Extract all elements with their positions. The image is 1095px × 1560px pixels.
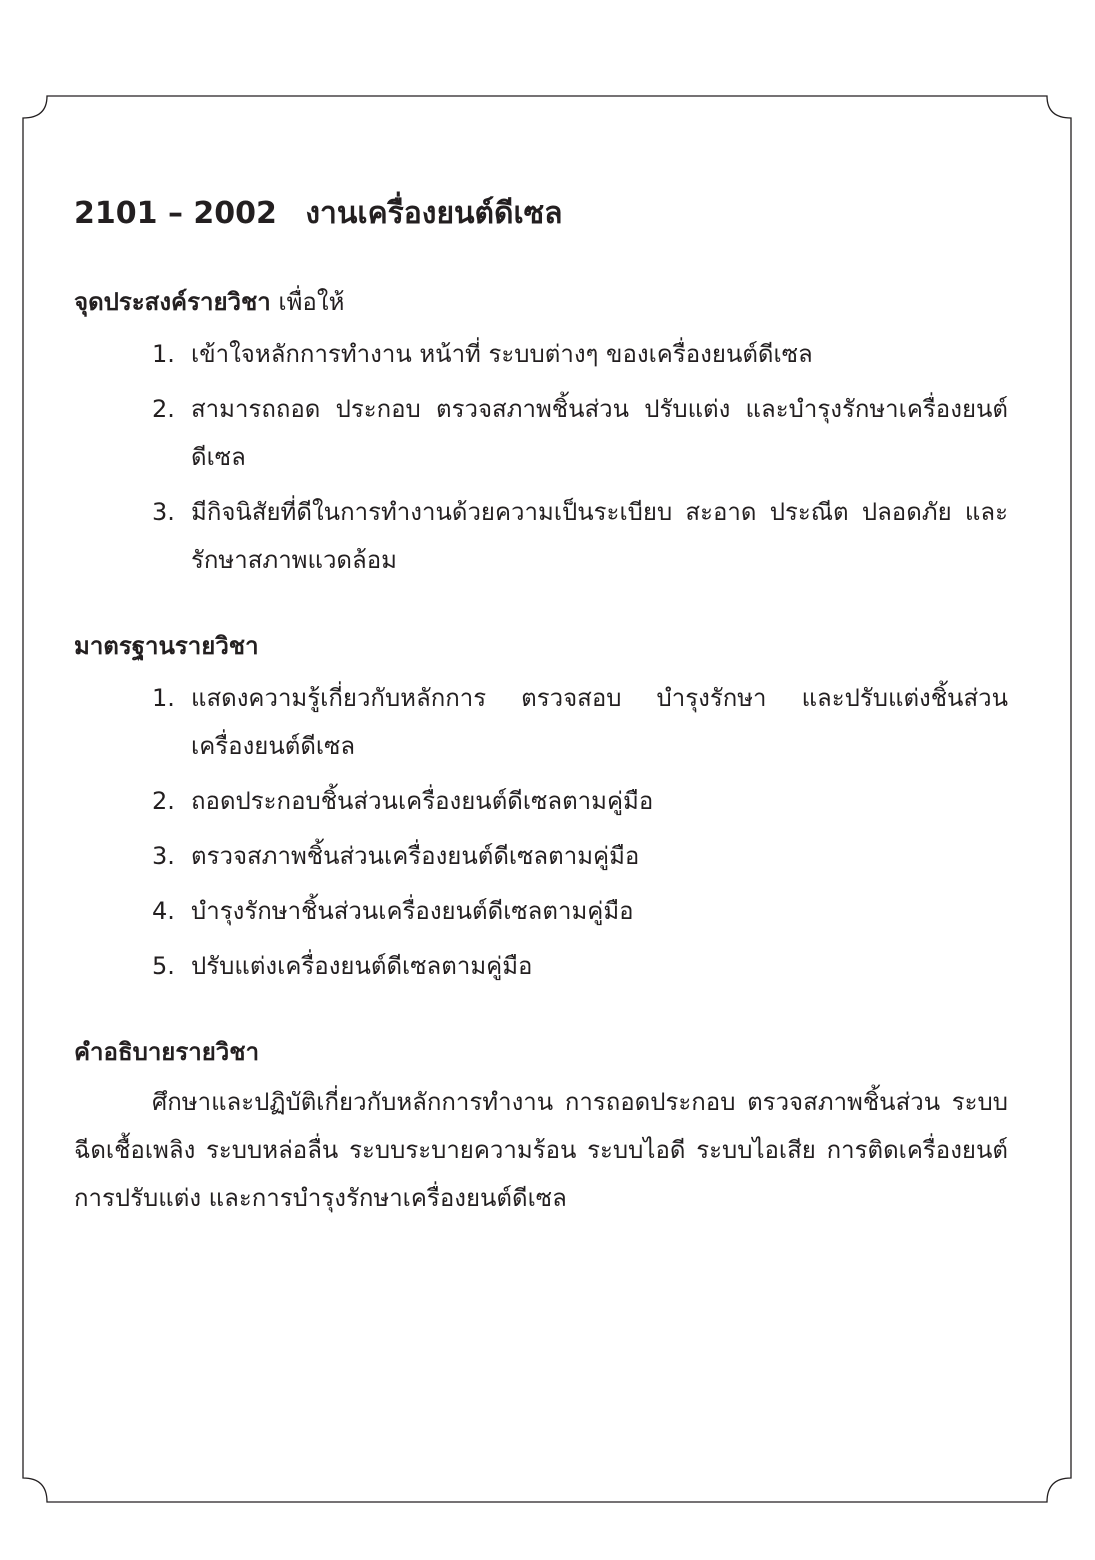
standards-list xyxy=(74,674,1008,990)
standard-text: บำรุงรักษาชิ้นส่วนเครื่องยนต์ดีเซลตามคู่มือ xyxy=(191,897,634,925)
description-section xyxy=(74,1032,1008,1222)
standard-text: ถอดประกอบชิ้นส่วนเครื่องยนต์ดีเซลตามคู่มือ xyxy=(191,787,654,815)
standard-number: 3. xyxy=(152,842,175,870)
objectives-list xyxy=(74,330,1008,584)
objective-item xyxy=(74,385,1008,481)
standard-item xyxy=(74,942,1008,990)
objective-text: เข้าใจหลักการทำงาน หน้าที่ ระบบต่างๆ ของเครื่องยนต์ดีเซล xyxy=(191,340,813,368)
objectives-heading xyxy=(74,282,1008,322)
description-text: ศึกษาและปฏิบัติเกี่ยวกับหลักการทำงาน การถอดประกอบ ตรวจสภาพชิ้นส่วน ระบบฉีดเชื้อเพลิง ระบบหล่อลื่น ระบบระบายความร้อน ระบบไอดี ระบบไอเสีย การติดเครื่องยนต์ การปรับแต่ง และการบำรุงรักษาเครื่องยนต์ดีเซล xyxy=(74,1088,1008,1212)
course-code: 2101 – 2002 xyxy=(74,196,277,231)
standard-number: 2. xyxy=(152,787,175,815)
objective-number: 2. xyxy=(152,395,175,423)
objectives-heading-label: จุดประสงค์รายวิชา xyxy=(74,288,271,316)
course-title xyxy=(74,192,1008,236)
standard-text: ตรวจสภาพชิ้นส่วนเครื่องยนต์ดีเซลตามคู่มือ xyxy=(191,842,640,870)
standards-heading xyxy=(74,626,1008,666)
standard-item xyxy=(74,887,1008,935)
standards-heading-label: มาตรฐานรายวิชา xyxy=(74,632,259,660)
objective-item xyxy=(74,488,1008,584)
standard-item xyxy=(74,832,1008,880)
standard-text: ปรับแต่งเครื่องยนต์ดีเซลตามคู่มือ xyxy=(191,952,533,980)
document-body xyxy=(74,192,1008,1222)
standard-item xyxy=(74,674,1008,770)
objective-text: สามารถถอด ประกอบ ตรวจสภาพชิ้นส่วน ปรับแต่ง และบำรุงรักษาเครื่องยนต์ดีเซล xyxy=(191,395,1008,471)
standard-text: แสดงความรู้เกี่ยวกับหลักการ ตรวจสอบ บำรุงรักษา และปรับแต่งชิ้นส่วนเครื่องยนต์ดีเซล xyxy=(191,684,1008,760)
description-heading xyxy=(74,1032,1008,1072)
objectives-intro: เพื่อให้ xyxy=(278,288,345,316)
standard-number: 5. xyxy=(152,952,175,980)
objective-number: 1. xyxy=(152,340,175,368)
description-heading-label: คำอธิบายรายวิชา xyxy=(74,1038,260,1066)
standard-number: 1. xyxy=(152,684,175,712)
standard-item xyxy=(74,777,1008,825)
standards-section xyxy=(74,626,1008,990)
objective-number: 3. xyxy=(152,498,175,526)
objectives-section xyxy=(74,282,1008,584)
standard-number: 4. xyxy=(152,897,175,925)
course-name: งานเครื่องยนต์ดีเซล xyxy=(305,196,563,231)
objective-text: มีกิจนิสัยที่ดีในการทำงานด้วยความเป็นระเบียบ สะอาด ประณีต ปลอดภัย และรักษาสภาพแวดล้อม xyxy=(191,498,1008,574)
objective-item xyxy=(74,330,1008,378)
